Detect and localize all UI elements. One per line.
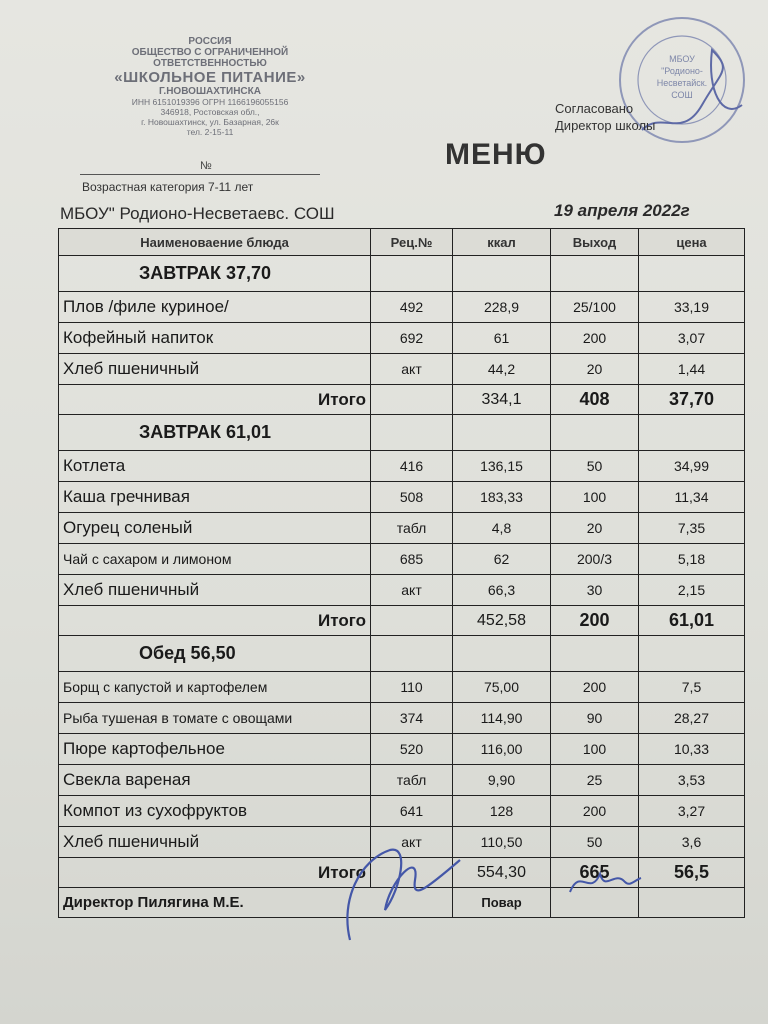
org-address1: 346918, Ростовская обл., <box>160 107 260 117</box>
price-value: 7,35 <box>639 513 745 544</box>
dish-row <box>59 451 745 482</box>
dish-name: Пюре картофельное <box>59 734 371 765</box>
org-city: Г.НОВОШАХТИНСКА <box>159 86 261 97</box>
section-row <box>59 636 745 672</box>
empty-cell <box>453 415 551 451</box>
price-value: 28,27 <box>639 703 745 734</box>
empty-cell <box>639 415 745 451</box>
empty-cell <box>639 256 745 292</box>
kcal-value: 114,90 <box>453 703 551 734</box>
menu-date: 19 апреля 2022г <box>554 201 690 220</box>
dish-name: Плов /филе куриное/ <box>59 292 371 323</box>
stamp-text-2: "Родионо- <box>661 66 703 76</box>
total-kcal: 554,30 <box>453 858 551 888</box>
document-number-line <box>80 160 320 175</box>
section-title: Обед 56,50 <box>59 636 371 672</box>
section-row <box>59 415 745 451</box>
kcal-value: 110,50 <box>453 827 551 858</box>
empty-cell <box>371 415 453 451</box>
portion-value: 50 <box>551 451 639 482</box>
section-title: ЗАВТРАК 37,70 <box>59 256 371 292</box>
dish-row <box>59 703 745 734</box>
kcal-value: 75,00 <box>453 672 551 703</box>
menu-table <box>58 228 745 918</box>
approval-block <box>555 100 655 134</box>
dish-name: Чай с сахаром и лимоном <box>59 544 371 575</box>
empty-cell <box>371 256 453 292</box>
kcal-value: 136,15 <box>453 451 551 482</box>
org-inn: ИНН 6151019396 ОГРН 1166196055156 <box>131 97 289 107</box>
header-kcal: ккал <box>453 229 551 256</box>
dish-name: Рыба тушеная в томате с овощами <box>59 703 371 734</box>
dish-row <box>59 292 745 323</box>
total-portion: 665 <box>551 858 639 888</box>
total-recipe <box>371 606 453 636</box>
portion-value: 25 <box>551 765 639 796</box>
dish-row <box>59 354 745 385</box>
section-title: ЗАВТРАК 61,01 <box>59 415 371 451</box>
price-value: 10,33 <box>639 734 745 765</box>
empty-cell <box>551 636 639 672</box>
header-dish-name: Наименоваение блюда <box>59 229 371 256</box>
recipe-number: акт <box>371 827 453 858</box>
recipe-number: 110 <box>371 672 453 703</box>
kcal-value: 4,8 <box>453 513 551 544</box>
director-signature-label: Директор Пилягина М.Е. <box>59 888 453 918</box>
empty-signature-cell <box>639 888 745 918</box>
total-label: Итого <box>59 858 371 888</box>
total-portion: 200 <box>551 606 639 636</box>
org-address2: г. Новошахтинск, ул. Базарная, 26к <box>141 117 279 127</box>
dish-name: Каша гречнивая <box>59 482 371 513</box>
portion-value: 200 <box>551 323 639 354</box>
total-label: Итого <box>59 385 371 415</box>
dish-row <box>59 672 745 703</box>
recipe-number: акт <box>371 354 453 385</box>
recipe-number: акт <box>371 575 453 606</box>
school-name: МБОУ" Родионо-Несветаевс. СОШ <box>60 204 335 223</box>
portion-value: 200 <box>551 672 639 703</box>
total-label: Итого <box>59 606 371 636</box>
kcal-value: 228,9 <box>453 292 551 323</box>
price-value: 3,27 <box>639 796 745 827</box>
total-kcal: 452,58 <box>453 606 551 636</box>
portion-value: 25/100 <box>551 292 639 323</box>
price-value: 33,19 <box>639 292 745 323</box>
age-category: Возрастная категория 7-11 лет <box>82 180 254 194</box>
org-type-line1: ОБЩЕСТВО С ОГРАНИЧЕННОЙ <box>131 47 289 58</box>
dish-row <box>59 513 745 544</box>
price-value: 2,15 <box>639 575 745 606</box>
total-portion: 408 <box>551 385 639 415</box>
dish-row <box>59 323 745 354</box>
org-type-line2: ОТВЕТСТВЕННОСТЬЮ <box>153 58 267 69</box>
empty-cell <box>453 636 551 672</box>
recipe-number: 692 <box>371 323 453 354</box>
recipe-number: табл <box>371 513 453 544</box>
menu-table-body <box>59 256 745 888</box>
section-row <box>59 256 745 292</box>
recipe-number: 520 <box>371 734 453 765</box>
stamp-text-4: СОШ <box>671 90 693 100</box>
dish-name: Компот из сухофруктов <box>59 796 371 827</box>
price-value: 5,18 <box>639 544 745 575</box>
approval-line1: Согласовано <box>555 101 634 116</box>
header-price: цена <box>639 229 745 256</box>
dish-row <box>59 575 745 606</box>
org-country: РОССИЯ <box>188 36 232 47</box>
recipe-number: 374 <box>371 703 453 734</box>
org-phone: тел. 2-15-11 <box>186 127 234 137</box>
number-label: № <box>200 160 212 172</box>
portion-value: 50 <box>551 827 639 858</box>
recipe-number: табл <box>371 765 453 796</box>
dish-row <box>59 544 745 575</box>
organization-stamp-block <box>90 36 330 137</box>
dish-name: Борщ с капустой и картофелем <box>59 672 371 703</box>
empty-cell <box>551 256 639 292</box>
kcal-value: 116,00 <box>453 734 551 765</box>
dish-row <box>59 734 745 765</box>
cook-label: Повар <box>453 888 551 918</box>
portion-value: 20 <box>551 513 639 544</box>
page-title: МЕНЮ <box>445 138 547 171</box>
empty-cell <box>453 256 551 292</box>
kcal-value: 183,33 <box>453 482 551 513</box>
portion-value: 20 <box>551 354 639 385</box>
price-value: 7,5 <box>639 672 745 703</box>
price-value: 3,6 <box>639 827 745 858</box>
kcal-value: 128 <box>453 796 551 827</box>
dish-row <box>59 765 745 796</box>
dish-name: Кофейный напиток <box>59 323 371 354</box>
approval-line2: Директор школы <box>555 118 656 133</box>
portion-value: 200 <box>551 796 639 827</box>
price-value: 3,53 <box>639 765 745 796</box>
dish-name: Свекла вареная <box>59 765 371 796</box>
total-price: 61,01 <box>639 606 745 636</box>
price-value: 3,07 <box>639 323 745 354</box>
total-price: 56,5 <box>639 858 745 888</box>
total-row <box>59 385 745 415</box>
recipe-number: 508 <box>371 482 453 513</box>
org-name: «ШКОЛЬНОЕ ПИТАНИЕ» <box>114 69 306 86</box>
price-value: 34,99 <box>639 451 745 482</box>
kcal-value: 9,90 <box>453 765 551 796</box>
total-recipe <box>371 385 453 415</box>
kcal-value: 44,2 <box>453 354 551 385</box>
director-signature <box>330 820 470 950</box>
portion-value: 30 <box>551 575 639 606</box>
recipe-number: 492 <box>371 292 453 323</box>
stamp-text-3: Несветайск. <box>656 78 708 88</box>
cook-signature <box>565 862 645 902</box>
recipe-number: 416 <box>371 451 453 482</box>
dish-row <box>59 482 745 513</box>
recipe-number: 641 <box>371 796 453 827</box>
dish-name: Хлеб пшеничный <box>59 354 371 385</box>
recipe-number: 685 <box>371 544 453 575</box>
total-price: 37,70 <box>639 385 745 415</box>
dish-name: Огурец соленый <box>59 513 371 544</box>
price-value: 11,34 <box>639 482 745 513</box>
total-kcal: 334,1 <box>453 385 551 415</box>
header-portion: Выход <box>551 229 639 256</box>
dish-name: Котлета <box>59 451 371 482</box>
portion-value: 100 <box>551 734 639 765</box>
kcal-value: 66,3 <box>453 575 551 606</box>
stamp-text-1: МБОУ <box>669 54 695 64</box>
empty-cell <box>371 636 453 672</box>
dish-name: Хлеб пшеничный <box>59 827 371 858</box>
header-recipe-number: Рец.№ <box>371 229 453 256</box>
total-row <box>59 606 745 636</box>
dish-name: Хлеб пшеничный <box>59 575 371 606</box>
empty-cell <box>639 636 745 672</box>
price-value: 1,44 <box>639 354 745 385</box>
portion-value: 200/3 <box>551 544 639 575</box>
empty-cell <box>551 415 639 451</box>
kcal-value: 61 <box>453 323 551 354</box>
kcal-value: 62 <box>453 544 551 575</box>
portion-value: 100 <box>551 482 639 513</box>
menu-table-header <box>59 229 745 256</box>
portion-value: 90 <box>551 703 639 734</box>
